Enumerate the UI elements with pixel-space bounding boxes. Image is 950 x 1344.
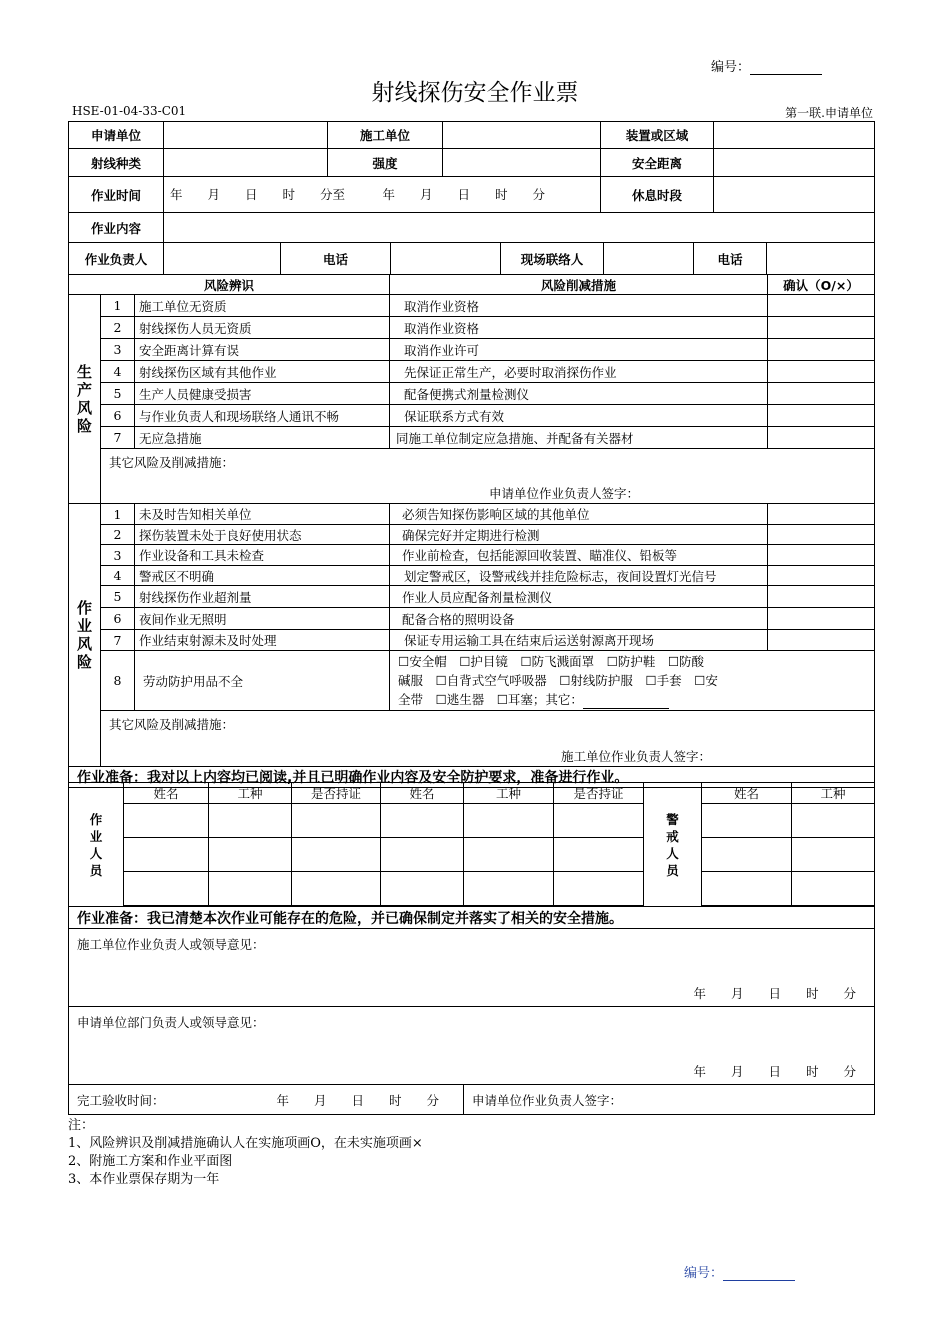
intensity-field[interactable]: [443, 149, 601, 177]
op-row-confirm[interactable]: [768, 525, 875, 545]
worker-cell[interactable]: [554, 872, 644, 906]
guard-cell[interactable]: [792, 838, 875, 872]
op-row-measure: 作业人员应配备剂量检测仪: [390, 586, 768, 608]
worker-cell[interactable]: [292, 804, 381, 838]
info-table: [68, 121, 875, 243]
prod-row-confirm[interactable]: [768, 339, 875, 361]
op-row-confirm[interactable]: [768, 504, 875, 525]
footer-serial-blank[interactable]: [723, 1267, 795, 1281]
prod-row-risk: 安全距离计算有误: [135, 339, 390, 361]
prod-row-measure: 同施工单位制定应急措施、并配备有关器材: [390, 427, 768, 449]
worker-cell[interactable]: [292, 872, 381, 906]
site-contact-label: 现场联络人: [501, 243, 604, 275]
op-row-no: 4: [101, 566, 135, 586]
safe-distance-field[interactable]: [714, 149, 875, 177]
ray-type-field[interactable]: [164, 149, 328, 177]
ppe-line3[interactable]: 全带 ☐逃生器 ☐耳塞；其它：: [398, 690, 870, 709]
apply-unit-field[interactable]: [164, 122, 328, 149]
op-sign-label: 施工单位作业负责人签字：: [561, 749, 712, 764]
prod-row-measure: 取消作业许可: [390, 339, 768, 361]
completion-sign-label: 申请单位作业负责人签字：: [472, 1092, 623, 1108]
worker-cell[interactable]: [124, 872, 209, 906]
copy-label: 第一联.申请单位: [785, 106, 873, 120]
prod-row-risk: 生产人员健康受损害: [135, 383, 390, 405]
phone2-label: 电话: [694, 243, 767, 275]
workers-table: [68, 782, 875, 907]
prod-row-risk: 射线探伤区域有其他作业: [135, 361, 390, 383]
ppe-other-blank[interactable]: [583, 696, 669, 709]
site-contact-field[interactable]: [604, 243, 694, 275]
op-row-no: 7: [101, 630, 135, 651]
work-content-label: 作业内容: [69, 213, 164, 243]
op-row-measure: 保证专用运输工具在结束后运送射源离开现场: [390, 630, 768, 651]
note-1: 1、风险辨识及削减措施确认人在实施项画O，在未实施项画×: [68, 1136, 423, 1151]
worker-trade-header: 工种: [464, 783, 554, 804]
work-content-field[interactable]: [164, 213, 875, 243]
op-other-cell[interactable]: [101, 711, 875, 767]
contact-table: [68, 242, 875, 275]
prod-row-measure: 保证联系方式有效: [390, 405, 768, 427]
op-other-label: 其它风险及削减措施：: [109, 717, 235, 732]
prod-row-measure: 先保证正常生产，必要时取消探伤作业: [390, 361, 768, 383]
prod-row-no: 5: [101, 383, 135, 405]
worker-cell[interactable]: [464, 872, 554, 906]
op-row-risk: 警戒区不明确: [135, 566, 390, 586]
op-row-risk: 探伤装置未处于良好使用状态: [135, 525, 390, 545]
op-row-measure: 作业前检查，包括能源回收装置、瞄准仪、铅板等: [390, 545, 768, 566]
prod-row-confirm[interactable]: [768, 361, 875, 383]
footer-serial-label: 编号：: [684, 1266, 724, 1281]
construct-opinion-cell[interactable]: [69, 929, 875, 1007]
device-area-label: 装置或区域: [601, 122, 714, 149]
doc-number: HSE-01-04-33-C01: [72, 104, 187, 118]
prod-row-confirm[interactable]: [768, 295, 875, 317]
op-row-confirm[interactable]: [768, 586, 875, 608]
rest-period-field[interactable]: [714, 177, 875, 213]
prod-row-no: 7: [101, 427, 135, 449]
worker-cert-header: 是否持证: [292, 783, 381, 804]
prod-row-no: 1: [101, 295, 135, 317]
op-row-risk: 射线探伤作业超剂量: [135, 586, 390, 608]
prod-row-measure: 配备便携式剂量检测仪: [390, 383, 768, 405]
worker-cell[interactable]: [464, 838, 554, 872]
worker-cell[interactable]: [554, 838, 644, 872]
safe-distance-label: 安全距离: [601, 149, 714, 177]
worker-cert-header: 是否持证: [554, 783, 644, 804]
ppe-checklist[interactable]: [390, 651, 875, 711]
device-area-field[interactable]: [714, 122, 875, 149]
prod-row-confirm[interactable]: [768, 317, 875, 339]
op-row-confirm[interactable]: [768, 566, 875, 586]
apply-unit-label: 申请单位: [69, 122, 164, 149]
prod-row-no: 2: [101, 317, 135, 339]
op-row-no: 6: [101, 608, 135, 630]
serial-number: [711, 56, 822, 75]
worker-cell[interactable]: [381, 872, 464, 906]
workers-label: 作业人员: [69, 783, 124, 907]
production-risk-label: 生产风险: [69, 295, 101, 504]
prod-row-measure: 取消作业资格: [390, 317, 768, 339]
prod-row-risk: 无应急措施: [135, 427, 390, 449]
worker-cell[interactable]: [124, 804, 209, 838]
op-row-no: 8: [101, 651, 135, 711]
worker-cell[interactable]: [209, 804, 292, 838]
worker-cell[interactable]: [209, 872, 292, 906]
rest-period-label: 休息时段: [601, 177, 714, 213]
guard-name-header: 姓名: [702, 783, 792, 804]
op-row-risk: 劳动防护用品不全: [135, 651, 390, 711]
op-row-no: 3: [101, 545, 135, 566]
phone2-field[interactable]: [767, 243, 875, 275]
prod-row-no: 3: [101, 339, 135, 361]
prod-row-no: 6: [101, 405, 135, 427]
construct-opinion-label: 施工单位作业负责人或领导意见：: [77, 937, 265, 952]
phone1-label: 电话: [281, 243, 391, 275]
prod-row-risk: 与作业负责人和现场联络人通讯不畅: [135, 405, 390, 427]
prod-row-no: 4: [101, 361, 135, 383]
worker-trade-header: 工种: [209, 783, 292, 804]
worker-name-header: 姓名: [124, 783, 209, 804]
prod-row-confirm[interactable]: [768, 405, 875, 427]
prod-row-confirm[interactable]: [768, 383, 875, 405]
op-row-risk: 作业设备和工具未检查: [135, 545, 390, 566]
worker-cell[interactable]: [381, 804, 464, 838]
op-row-no: 2: [101, 525, 135, 545]
op-row-risk: 未及时告知相关单位: [135, 504, 390, 525]
prod-row-measure: 取消作业资格: [390, 295, 768, 317]
serial-label: 编号：: [711, 60, 751, 75]
prod-row-confirm[interactable]: [768, 427, 875, 449]
ppe-line1[interactable]: ☐安全帽 ☐护目镜 ☐防飞溅面罩 ☐防护鞋 ☐防酸: [398, 654, 705, 669]
note-3: 3、本作业票保存期为一年: [68, 1172, 220, 1187]
guard-cell[interactable]: [702, 804, 792, 838]
apply-opinion-date: 年 月 日 时 分: [693, 1064, 856, 1079]
work-leader-field[interactable]: [164, 243, 281, 275]
completion-date: 年 月 日 时 分: [276, 1092, 440, 1108]
guard-trade-header: 工种: [792, 783, 875, 804]
op-row-no: 5: [101, 586, 135, 608]
guard-cell[interactable]: [792, 872, 875, 906]
ppe-line2[interactable]: 碱服 ☐自背式空气呼吸器 ☐射线防护服 ☐手套 ☐安: [398, 673, 718, 688]
op-row-measure: 配备合格的照明设备: [390, 608, 768, 630]
worker-cell[interactable]: [292, 838, 381, 872]
operation-risk-label: 作业风险: [69, 504, 101, 767]
prod-sign-label: 申请单位作业负责人签字：: [489, 486, 640, 501]
completion-cell[interactable]: [69, 1085, 464, 1115]
note-2: 2、附施工方案和作业平面图: [68, 1154, 233, 1169]
op-row-confirm[interactable]: [768, 545, 875, 566]
prod-row-risk: 施工单位无资质: [135, 295, 390, 317]
page-title: 射线探伤安全作业票: [371, 80, 579, 106]
risk-table: [68, 274, 875, 788]
worker-cell[interactable]: [554, 804, 644, 838]
op-row-risk: 夜间作业无照明: [135, 608, 390, 630]
worker-cell[interactable]: [464, 804, 554, 838]
guards-label: 警戒人员: [644, 783, 702, 907]
completion-sign-cell[interactable]: [464, 1085, 875, 1115]
op-row-confirm[interactable]: [768, 608, 875, 630]
construct-opinion-date: 年 月 日 时 分: [693, 986, 856, 1001]
op-row-measure: 确保完好并定期进行检测: [390, 525, 768, 545]
prep-statement-1: 作业准备：我对以上内容均已阅读,并且已明确作业内容及安全防护要求，准备进行作业。: [69, 767, 875, 788]
serial-blank[interactable]: [750, 61, 822, 75]
op-row-confirm[interactable]: [768, 630, 875, 651]
construct-unit-label: 施工单位: [328, 122, 443, 149]
ray-type-label: 射线种类: [69, 149, 164, 177]
col-confirm-header: 确认（O/×）: [768, 275, 875, 295]
construct-unit-field[interactable]: [443, 122, 601, 149]
prod-other-label: 其它风险及削减措施：: [109, 455, 235, 470]
prod-row-risk: 射线探伤人员无资质: [135, 317, 390, 339]
op-row-measure: 必须告知探伤影响区域的其他单位: [390, 504, 768, 525]
guard-cell[interactable]: [702, 872, 792, 906]
work-time-label: 作业时间: [69, 177, 164, 213]
worker-name-header: 姓名: [381, 783, 464, 804]
op-row-risk: 作业结束射源未及时处理: [135, 630, 390, 651]
worker-cell[interactable]: [381, 838, 464, 872]
notes-title: 注：: [68, 1118, 95, 1133]
guard-cell[interactable]: [792, 804, 875, 838]
notes: [68, 1117, 423, 1189]
work-leader-label: 作业负责人: [69, 243, 164, 275]
footer-serial-number: [684, 1262, 795, 1281]
apply-opinion-cell[interactable]: [69, 1007, 875, 1085]
col-risk-header: 风险辨识: [69, 275, 390, 295]
completion-label: 完工验收时间：: [77, 1092, 165, 1108]
worker-cell[interactable]: [209, 838, 292, 872]
intensity-label: 强度: [328, 149, 443, 177]
phone1-field[interactable]: [391, 243, 501, 275]
apply-opinion-label: 申请单位部门负责人或领导意见：: [77, 1015, 265, 1030]
col-measure-header: 风险削减措施: [390, 275, 768, 295]
work-time-field[interactable]: 年 月 日 时 分至 年 月 日 时 分: [164, 177, 601, 213]
approval-table: [68, 906, 875, 1115]
prod-other-cell[interactable]: [101, 449, 875, 504]
prep-statement-2: 作业准备：我已清楚本次作业可能存在的危险，并已确保制定并落实了相关的安全措施。: [69, 907, 875, 929]
worker-cell[interactable]: [124, 838, 209, 872]
op-row-measure: 划定警戒区，设警戒线并挂危险标志，夜间设置灯光信号: [390, 566, 768, 586]
guard-cell[interactable]: [702, 838, 792, 872]
op-row-no: 1: [101, 504, 135, 525]
